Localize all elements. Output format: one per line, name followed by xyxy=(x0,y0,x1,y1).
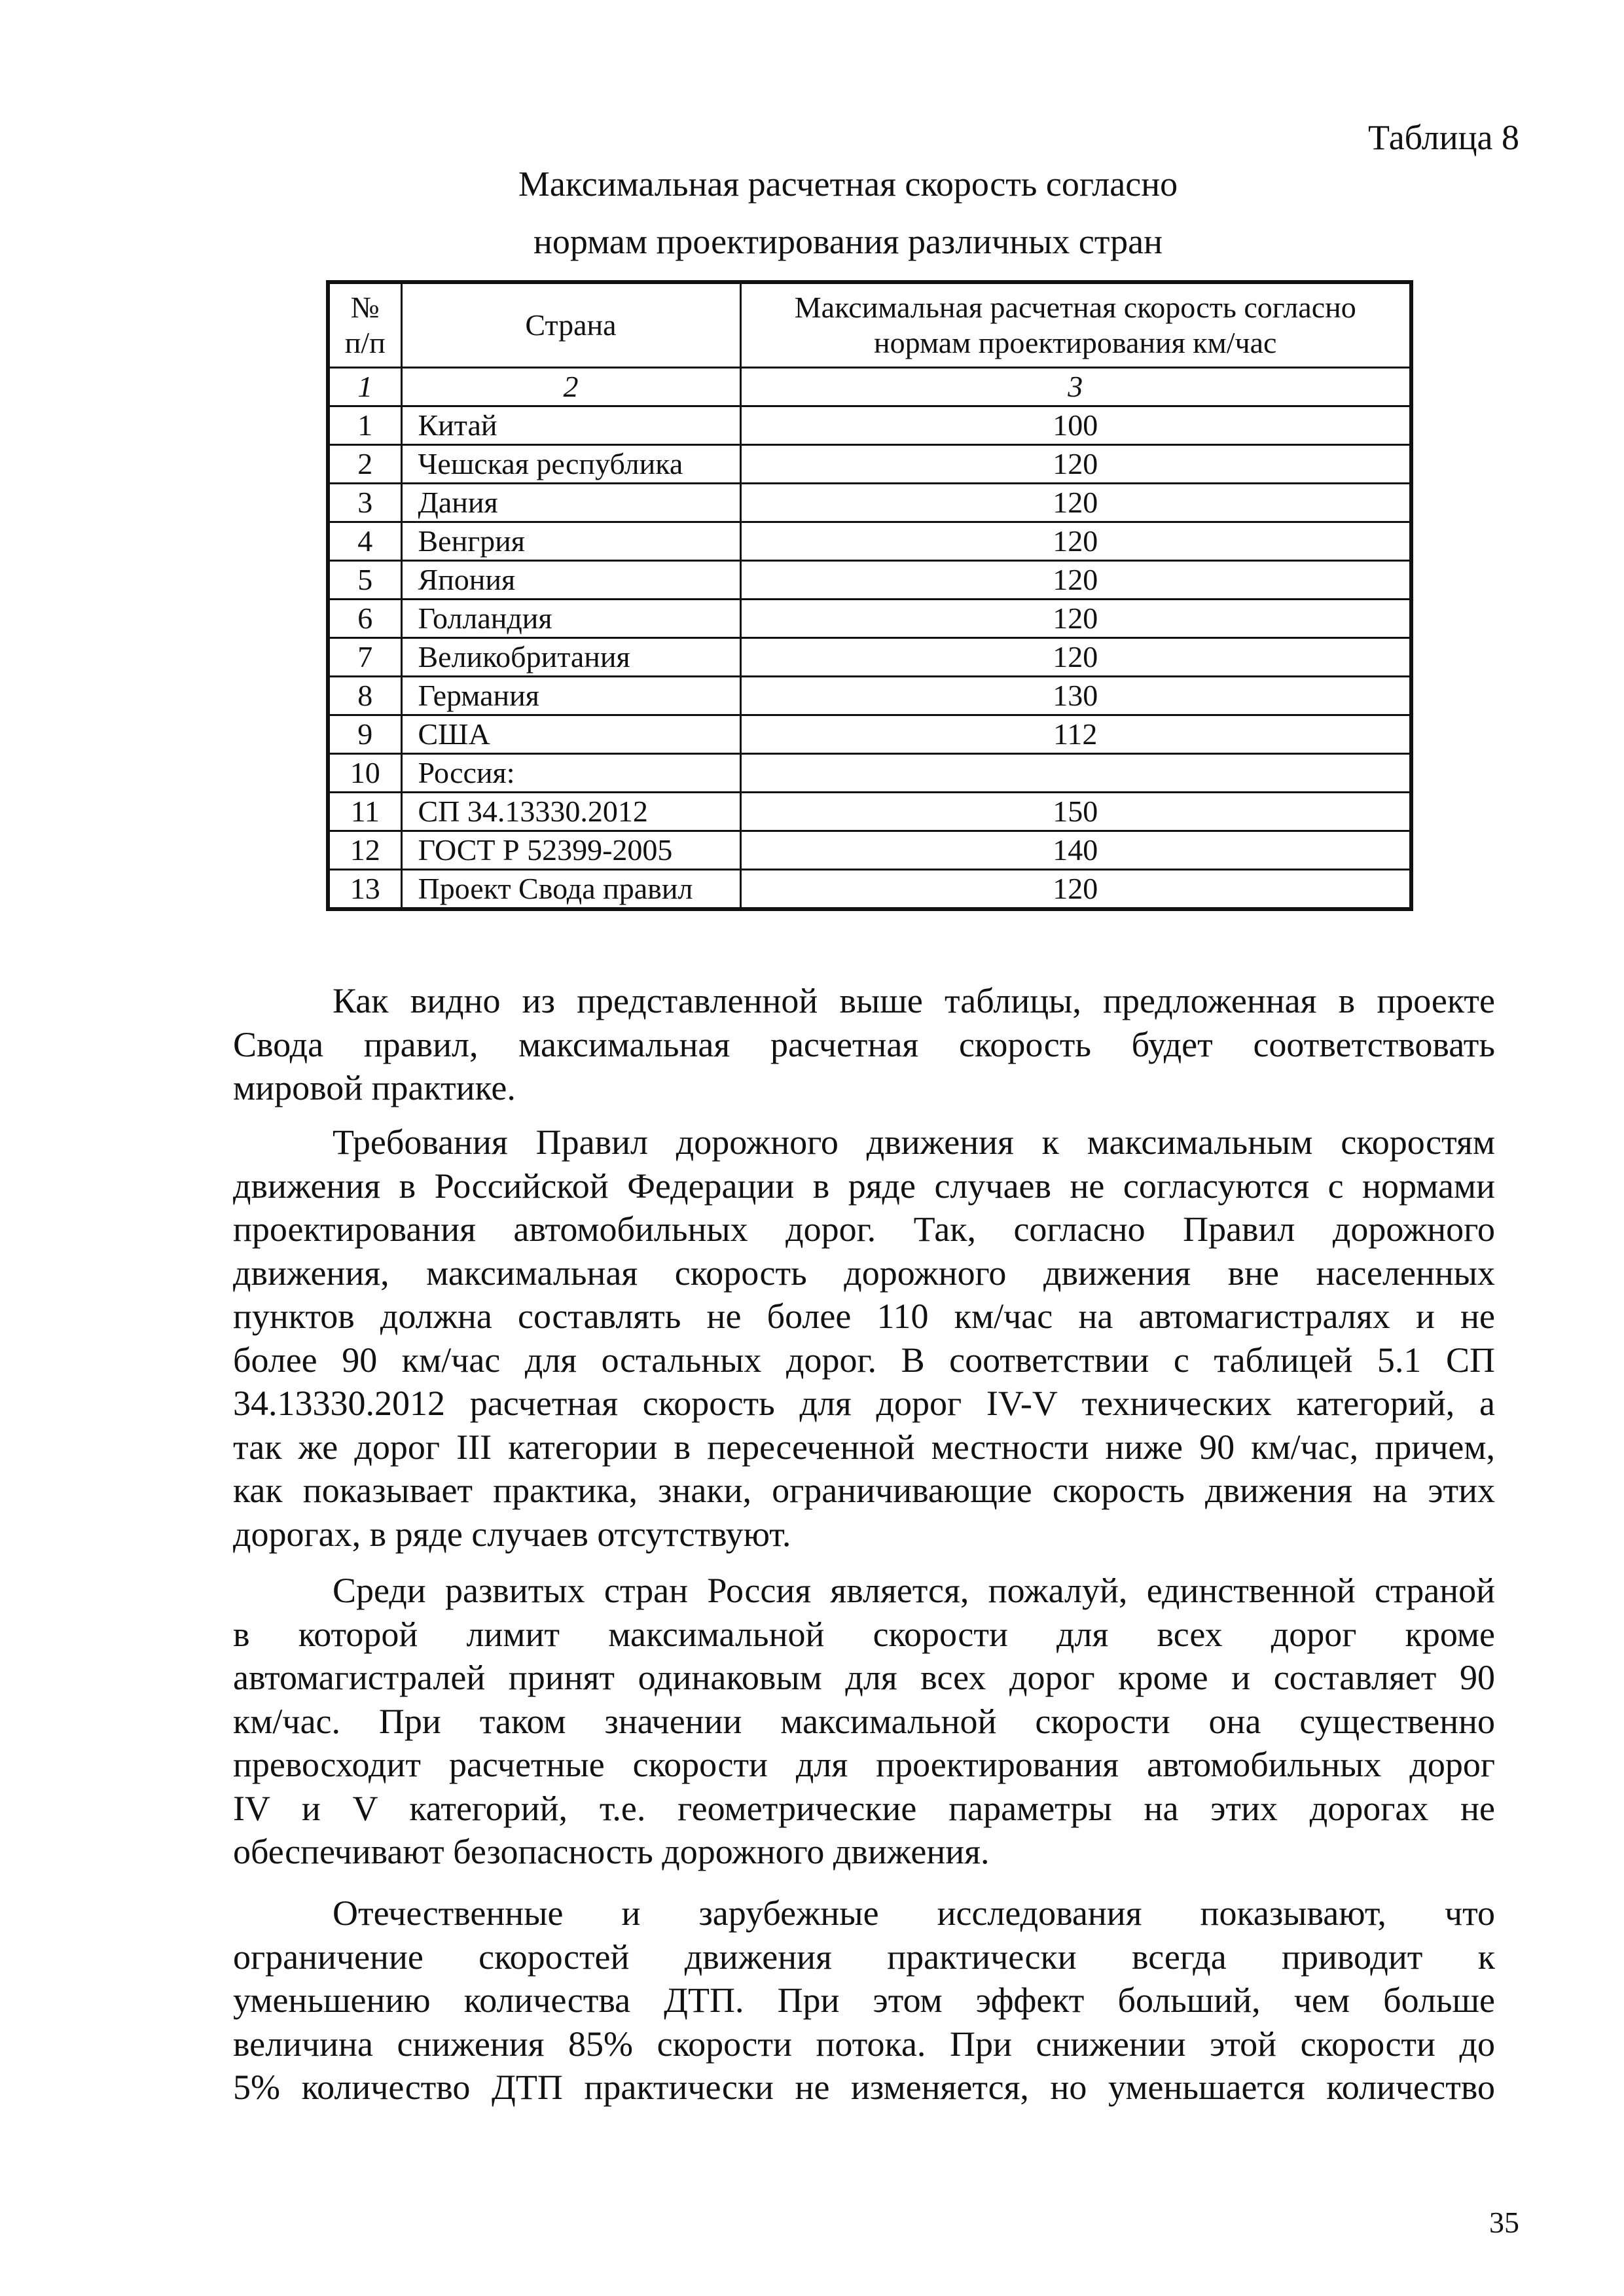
paragraph-line: обеспечивают безопасность дорожного движения. xyxy=(233,1832,990,1871)
row-speed: 100 xyxy=(740,406,1411,445)
paragraph-line: как показывает практика, знаки, ограничивающие скорость движения на этих xyxy=(233,1471,1495,1510)
table-row xyxy=(328,406,1411,445)
paragraph-line: движения в Российской Федерации в ряде случаев не согласуются с нормами xyxy=(233,1166,1495,1206)
row-country: Венгрия xyxy=(401,522,740,561)
header-speed-line-1: Максимальная расчетная скорость согласно xyxy=(794,291,1356,324)
paragraph-line: в которой лимит максимальной скорости для всех дорог кроме xyxy=(233,1614,1495,1654)
table-row xyxy=(328,445,1411,484)
paragraph-line: движения, максимальная скорость дорожного движения вне населенных xyxy=(233,1253,1495,1293)
table-row xyxy=(328,561,1411,600)
row-country: Проект Свода правил xyxy=(401,870,740,910)
table-row xyxy=(328,484,1411,522)
row-speed: 150 xyxy=(740,793,1411,831)
table-body xyxy=(328,406,1411,910)
paragraph-line: величина снижения 85% скорости потока. При снижении этой скорости до xyxy=(233,2024,1495,2064)
row-number: 4 xyxy=(328,522,401,561)
row-number: 7 xyxy=(328,638,401,677)
row-number: 2 xyxy=(328,445,401,484)
header-speed-line-2: нормам проектирования км/час xyxy=(874,326,1277,359)
header-speed xyxy=(740,282,1411,368)
row-number: 10 xyxy=(328,754,401,793)
row-number: 1 xyxy=(328,406,401,445)
table-header-row xyxy=(328,282,1411,368)
row-number: 9 xyxy=(328,715,401,754)
row-country: Великобритания xyxy=(401,638,740,677)
paragraph-3 xyxy=(233,1569,1495,1874)
table-row xyxy=(328,677,1411,715)
table-caption-line-2: нормам проектирования различных стран xyxy=(533,222,1163,261)
header-country: Страна xyxy=(401,282,740,368)
table-row xyxy=(328,754,1411,793)
row-speed: 120 xyxy=(740,445,1411,484)
table-row xyxy=(328,522,1411,561)
row-country: США xyxy=(401,715,740,754)
column-index-row xyxy=(328,368,1411,406)
paragraph-line: Как видно из представленной выше таблицы, предложенная в проекте xyxy=(333,981,1495,1020)
paragraph-line: автомагистралей принят одинаковым для всех дорог кроме и составляет 90 xyxy=(233,1658,1495,1697)
table-row xyxy=(328,600,1411,638)
row-speed: 120 xyxy=(740,561,1411,600)
paragraph-1 xyxy=(233,979,1495,1110)
row-speed: 120 xyxy=(740,870,1411,910)
row-country: Чешская республика xyxy=(401,445,740,484)
paragraph-line: Отечественные и зарубежные исследования показывают, что xyxy=(333,1893,1495,1933)
row-country: Россия: xyxy=(401,754,740,793)
paragraph-4 xyxy=(233,1892,1495,2109)
column-index-3: 3 xyxy=(740,368,1411,406)
paragraph-line: Среди развитых стран Россия является, пожалуй, единственной страной xyxy=(333,1571,1495,1610)
header-number-line-1: № xyxy=(350,291,380,324)
row-speed: 112 xyxy=(740,715,1411,754)
paragraph-line: Свода правил, максимальная расчетная скорость будет соответствовать xyxy=(233,1024,1495,1064)
row-speed: 120 xyxy=(740,600,1411,638)
row-country: Германия xyxy=(401,677,740,715)
table-row xyxy=(328,638,1411,677)
row-speed: 130 xyxy=(740,677,1411,715)
paragraph-line: Требования Правил дорожного движения к максимальным скоростям xyxy=(333,1122,1495,1162)
row-speed xyxy=(740,754,1411,793)
paragraph-line: 34.13330.2012 расчетная скорость для дорог IV-V технических категорий, а xyxy=(233,1384,1495,1423)
paragraph-line: так же дорог III категории в пересеченной местности ниже 90 км/час, причем, xyxy=(233,1427,1495,1467)
paragraph-line: проектирования автомобильных дорог. Так, согласно Правил дорожного xyxy=(233,1210,1495,1249)
table-row xyxy=(328,715,1411,754)
row-country: Китай xyxy=(401,406,740,445)
row-country: Дания xyxy=(401,484,740,522)
row-number: 8 xyxy=(328,677,401,715)
paragraph-line: мировой практике. xyxy=(233,1068,516,1107)
header-number-line-2: п/п xyxy=(344,326,386,359)
row-number: 12 xyxy=(328,831,401,870)
row-speed: 120 xyxy=(740,638,1411,677)
table-row xyxy=(328,793,1411,831)
row-country: СП 34.13330.2012 xyxy=(401,793,740,831)
paragraph-2 xyxy=(233,1121,1495,1556)
paragraph-line: IV и V категорий, т.е. геометрические параметры на этих дорогах не xyxy=(233,1788,1495,1828)
paragraph-line: уменьшению количества ДТП. При этом эффект больший, чем больше xyxy=(233,1981,1495,2020)
column-index-2: 2 xyxy=(401,368,740,406)
paragraph-line: ограничение скоростей движения практически всегда приводит к xyxy=(233,1937,1495,1977)
table-caption-line-1: Максимальная расчетная скорость согласно xyxy=(518,164,1178,204)
row-country: Япония xyxy=(401,561,740,600)
table-label: Таблица 8 xyxy=(1368,118,1519,157)
paragraph-line: более 90 км/час для остальных дорог. В соответствии с таблицей 5.1 СП xyxy=(233,1340,1495,1380)
row-number: 11 xyxy=(328,793,401,831)
page-number: 35 xyxy=(1489,2206,1519,2239)
paragraph-line: км/час. При таком значении максимальной скорости она существенно xyxy=(233,1701,1495,1741)
row-speed: 140 xyxy=(740,831,1411,870)
row-speed: 120 xyxy=(740,522,1411,561)
row-number: 13 xyxy=(328,870,401,910)
paragraph-line: дорогах, в ряде случаев отсутствуют. xyxy=(233,1514,791,1554)
row-country: Голландия xyxy=(401,600,740,638)
row-number: 3 xyxy=(328,484,401,522)
row-speed: 120 xyxy=(740,484,1411,522)
header-number xyxy=(328,282,401,368)
row-number: 5 xyxy=(328,561,401,600)
paragraph-line: 5% количество ДТП практически не изменяется, но уменьшается количество xyxy=(233,2068,1495,2107)
speed-table xyxy=(326,280,1413,911)
paragraph-line: превосходит расчетные скорости для проектирования автомобильных дорог xyxy=(233,1745,1495,1784)
table-row xyxy=(328,831,1411,870)
row-country: ГОСТ Р 52399-2005 xyxy=(401,831,740,870)
row-number: 6 xyxy=(328,600,401,638)
table-row xyxy=(328,870,1411,910)
column-index-1: 1 xyxy=(328,368,401,406)
paragraph-line: пунктов должна составлять не более 110 км/час на автомагистралях и не xyxy=(233,1297,1495,1336)
